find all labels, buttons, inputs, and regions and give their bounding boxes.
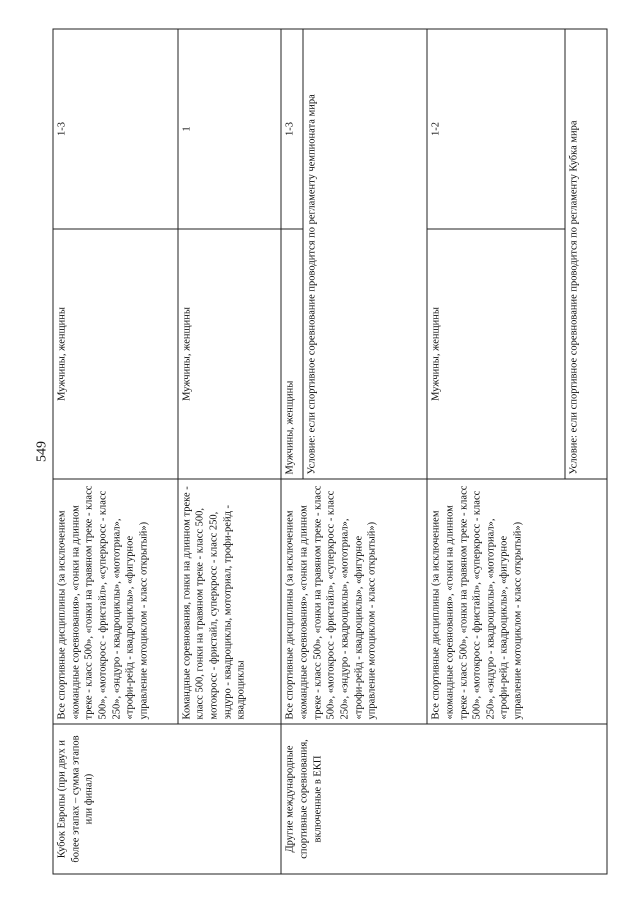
places-cell: 1-3 [53, 29, 178, 229]
sex-age-cell: Мужчины, женщины [427, 229, 564, 479]
rotated-sheet [31, 30, 611, 875]
qualification-table [53, 29, 608, 875]
places-cell: 1-3 [281, 29, 302, 229]
places-cell: 1-2 [427, 29, 564, 229]
disciplines-cell: Все спортивные дисциплины (за исключением «командные соревнования», «гонки на длинном треке - класс 500», «гонки на травяном треке - класс 500», «мотокросс - фристайл», «суперкросс - класс 250», «эндуро - квадроциклы», «мототриал», «трофи-рейд - квадроциклы», «фигурное управление мотоциклом - класс открытый») [53, 479, 178, 724]
disciplines-cell: Все спортивные дисциплины (за исключением «командные соревнования», «гонки на длинном треке - класс 500», «гонки на травяном треке - класс 500», «мотокросс - фристайл», «суперкросс - класс 250», «эндуро - квадроциклы», «мототриал», «трофи-рейд - квадроциклы», «фигурное управление мотоциклом - класс открытый») [427, 479, 607, 724]
event-cell: Другие международные спортивные соревнования, включенные в ЕКП [281, 724, 607, 874]
table-row [281, 29, 302, 874]
sex-age-cell: Мужчины, женщины [53, 229, 178, 479]
event-cell: Кубок Европы (при двух и более этапах – сумма этапов или финал) [53, 724, 281, 874]
condition-cell: Условие: если спортивное соревнование проводится по регламенту чемпионата мира [303, 29, 428, 479]
page-number: 549 [34, 441, 50, 462]
table-row [53, 29, 178, 874]
disciplines-cell: Командные соревнования, гонки на длинном треке - класс 500, гонки на травяном треке - класс 500, мотокросс - фристайл, суперкросс - класс 250, эндуро - квадроциклы, мототриал, трофи-рейд - квадроциклы [178, 479, 282, 724]
condition-cell: Условие: если спортивное соревнование проводится по регламенту Кубка мира [565, 29, 607, 479]
places-cell: 1 [178, 29, 282, 229]
sex-age-cell: Мужчины, женщины [178, 229, 282, 479]
disciplines-cell: Все спортивные дисциплины (за исключением «командные соревнования», «гонки на длинном треке - класс 500», «гонки на травяном треке - класс 500», «мотокросс - фристайл», «суперкросс - класс 250», «эндуро - квадроциклы», «мототриал», «трофи-рейд - квадроциклы», «фигурное управление мотоциклом - класс открытый») [281, 479, 427, 724]
sex-age-cell: Мужчины, женщины [281, 229, 302, 479]
